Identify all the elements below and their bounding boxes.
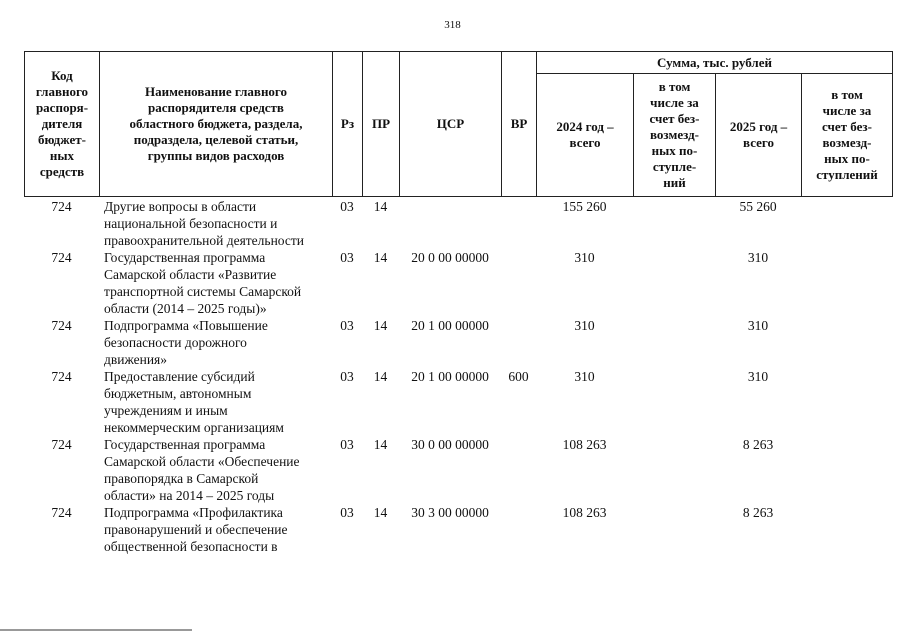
cell-name	[104, 198, 354, 249]
header-2024-free: в том числе за счет без- возмезд- ных по- ступле- ний	[634, 74, 716, 197]
cell-name	[104, 317, 354, 368]
cell-sum2024: 310	[574, 250, 595, 265]
cell-csr: 30 0 00 00000	[411, 437, 489, 452]
cell-name	[104, 504, 354, 555]
name-line: Государственная программа	[104, 437, 266, 452]
cell-pr: 14	[373, 437, 388, 452]
cell-csr: 20 1 00 00000	[411, 369, 489, 384]
table-row	[24, 317, 892, 368]
name-line: Государственная программа	[104, 250, 266, 265]
table-row	[24, 198, 892, 249]
page-number: 318	[444, 19, 461, 31]
table-body	[24, 198, 892, 555]
cell-name	[104, 249, 354, 317]
name-line: области» на 2014 – 2025 годы	[104, 488, 275, 503]
name-line: движения»	[104, 352, 168, 367]
cell-code: 724	[51, 318, 72, 333]
cell-sum2024: 108 263	[562, 505, 607, 520]
cell-name	[104, 368, 354, 436]
cell-sum2025: 310	[747, 369, 769, 384]
cell-csr: 20 1 00 00000	[411, 318, 489, 333]
cell-pr: 14	[373, 199, 388, 214]
table-header	[24, 51, 893, 197]
name-line: бюджетным, автономным	[104, 386, 252, 401]
cell-sum2024: 310	[574, 318, 595, 333]
header-pr: ПР	[363, 52, 400, 197]
header-sum-title: Сумма, тыс. рублей	[537, 52, 893, 74]
cell-code: 724	[51, 250, 72, 265]
table-row	[24, 504, 892, 555]
header-2024-total: 2024 год – всего	[537, 74, 634, 197]
cell-pr: 14	[373, 369, 388, 384]
name-line: правоохранительной деятельности	[104, 233, 304, 248]
name-line: Самарской области «Развитие	[104, 267, 277, 282]
bottom-rule	[0, 629, 192, 631]
name-line: транспортной системы Самарской	[104, 284, 302, 299]
cell-rz: 03	[340, 318, 354, 333]
header-rz: Рз	[333, 52, 363, 197]
cell-csr: 20 0 00 00000	[411, 250, 489, 265]
cell-rz: 03	[340, 250, 354, 265]
name-line: правопорядка в Самарской	[104, 471, 259, 486]
header-csr: ЦСР	[400, 52, 502, 197]
name-line: общественной безопасности в	[104, 539, 278, 554]
cell-rz: 03	[340, 369, 354, 384]
cell-code: 724	[51, 199, 72, 214]
name-line: Другие вопросы в области	[104, 199, 257, 214]
name-line: области (2014 – 2025 годы)»	[104, 301, 267, 316]
cell-pr: 14	[373, 318, 388, 333]
table-row	[24, 368, 892, 436]
header-2025-total: 2025 год – всего	[716, 74, 802, 197]
cell-sum2025: 310	[747, 318, 769, 333]
cell-vr: 600	[508, 369, 529, 384]
cell-code: 724	[51, 505, 72, 520]
header-name: Наименование главного распорядителя средств областного бюджета, раздела, подраздела, целевой статьи, группы видов расходов	[100, 52, 333, 197]
name-line: Подпрограмма «Повышение	[104, 318, 268, 333]
cell-sum2025: 8 263	[742, 505, 774, 520]
cell-sum2024: 310	[574, 369, 595, 384]
cell-pr: 14	[373, 505, 388, 520]
header-code: Код главного распоря- дителя бюджет- ных средств	[25, 52, 100, 197]
table-row	[24, 249, 892, 317]
cell-sum2025: 8 263	[742, 437, 774, 452]
cell-pr: 14	[373, 250, 388, 265]
cell-code: 724	[51, 437, 72, 452]
cell-name	[104, 436, 354, 504]
cell-rz: 03	[340, 199, 354, 214]
name-line: некоммерческим организациям	[104, 420, 284, 435]
name-line: Предоставление субсидий	[104, 369, 255, 384]
name-line: Самарской области «Обеспечение	[104, 454, 300, 469]
name-line: национальной безопасности и	[104, 216, 278, 231]
header-2025-free: в том числе за счет без- возмезд- ных по- ступлений	[802, 74, 893, 197]
cell-sum2025: 310	[747, 250, 769, 265]
name-line: безопасности дорожного	[104, 335, 247, 350]
name-line: учреждениям и иным	[104, 403, 228, 418]
cell-rz: 03	[340, 437, 354, 452]
name-line: Подпрограмма «Профилактика	[104, 505, 283, 520]
table-row	[24, 436, 892, 504]
cell-sum2025: 55 260	[739, 199, 777, 214]
cell-sum2024: 108 263	[562, 437, 607, 452]
header-vr: ВР	[502, 52, 537, 197]
cell-sum2024: 155 260	[562, 199, 607, 214]
cell-rz: 03	[340, 505, 354, 520]
name-line: правонарушений и обеспечение	[104, 522, 288, 537]
cell-csr: 30 3 00 00000	[411, 505, 489, 520]
cell-code: 724	[51, 369, 72, 384]
